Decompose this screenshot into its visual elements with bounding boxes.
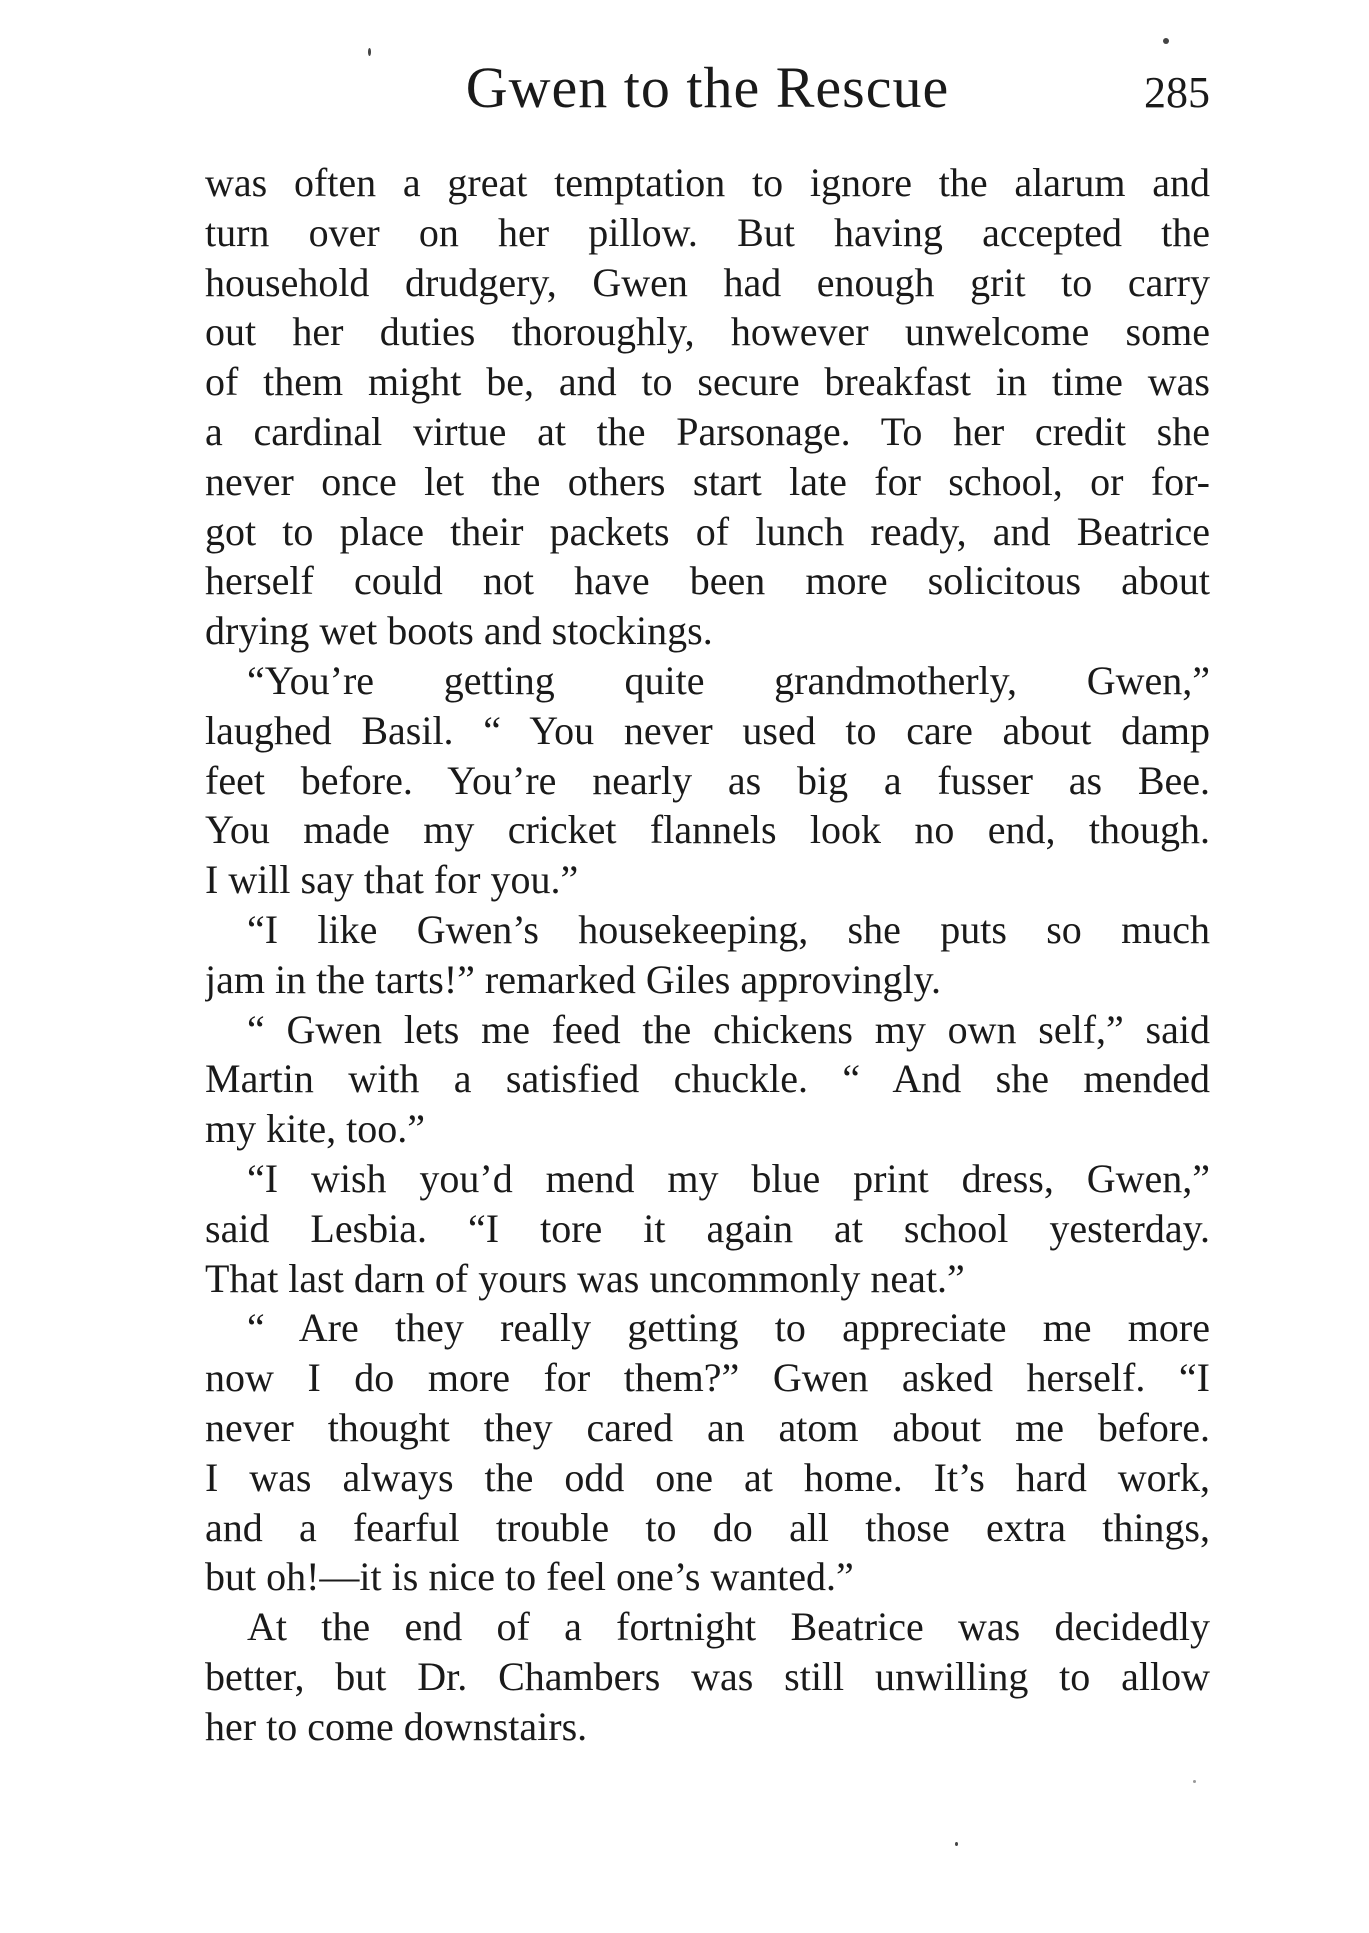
text-line: That last darn of yours was uncommonly neat.” [205, 1255, 965, 1301]
text-line: “I like Gwen’s housekeeping, she puts so much [247, 906, 1210, 952]
text-line: never thought they cared an atom about me before. [205, 1404, 1210, 1450]
text-line: feet before. You’re nearly as big a fusser as Bee. [205, 757, 1210, 803]
text-line: out her duties thoroughly, however unwelcome some [205, 309, 1210, 355]
text-line: I was always the odd one at home. It’s hard work, [205, 1454, 1210, 1500]
text-line: and a fearful trouble to do all those extra things, [205, 1504, 1210, 1550]
text-line: You made my cricket flannels look no end, though. [205, 807, 1210, 853]
text-line: was often a great temptation to ignore the alarum and [205, 160, 1210, 205]
text-line: turn over on her pillow. But having accepted the [205, 209, 1210, 255]
text-line: my kite, too.” [205, 1106, 425, 1152]
text-line: better, but Dr. Chambers was still unwilling to allow [205, 1653, 1210, 1699]
text-line: now I do more for them?” Gwen asked herself. “I [205, 1355, 1210, 1401]
text-line: “I wish you’d mend my blue print dress, Gwen,” [247, 1155, 1210, 1201]
text-line: got to place their packets of lunch ready, and Beatrice [205, 508, 1210, 554]
text-line: never once let the others start late for school, or for- [205, 458, 1210, 504]
text-line: a cardinal virtue at the Parsonage. To her credit she [205, 408, 1210, 454]
text-line: Martin with a satisfied chuckle. “ And she mended [205, 1056, 1210, 1102]
text-line: but oh!—it is nice to feel one’s wanted.” [205, 1554, 854, 1600]
scan-speck [368, 48, 371, 56]
text-line: household drudgery, Gwen had enough grit to carry [205, 259, 1210, 305]
text-line: herself could not have been more solicitous about [205, 558, 1210, 604]
scan-speck [1163, 38, 1169, 44]
text-line: I will say that for you.” [205, 857, 579, 903]
text-line: “ Are they really getting to appreciate me more [247, 1305, 1210, 1351]
text-line: drying wet boots and stockings. [205, 608, 713, 654]
scan-speck [1193, 1780, 1196, 1783]
text-line: At the end of a fortnight Beatrice was decidedly [247, 1604, 1210, 1650]
running-head [205, 48, 1210, 128]
running-title: Gwen to the Rescue [465, 55, 950, 120]
text-line: of them might be, and to secure breakfast in time was [205, 359, 1210, 405]
body-text [205, 158, 1210, 1752]
page-number: 285 [1144, 68, 1210, 117]
text-line: “ Gwen lets me feed the chickens my own self,” said [247, 1006, 1210, 1052]
text-line: laughed Basil. “ You never used to care about damp [205, 707, 1210, 753]
text-line: her to come downstairs. [205, 1703, 588, 1749]
scan-speck [955, 1842, 958, 1846]
text-line: said Lesbia. “I tore it again at school yesterday. [205, 1205, 1210, 1251]
text-line: jam in the tarts!” remarked Giles approvingly. [205, 956, 942, 1002]
text-line: “You’re getting quite grandmotherly, Gwen,” [247, 657, 1210, 703]
